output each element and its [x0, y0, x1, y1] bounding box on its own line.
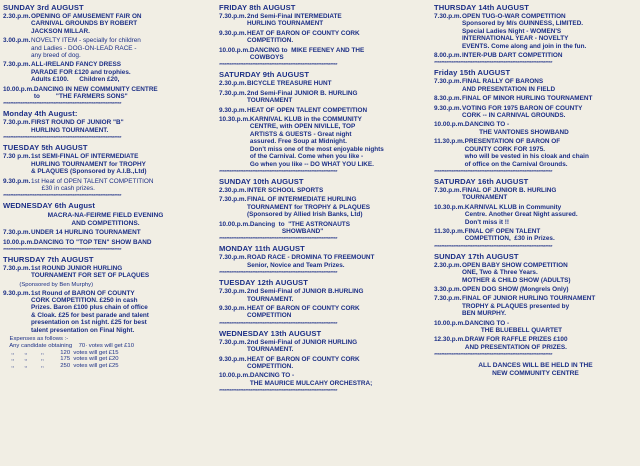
event-time: 7.30.p.m.: [434, 13, 462, 20]
event-description: DANCING TO - THE BLUEBELL QUARTET: [464, 319, 563, 334]
event-row: [3, 239, 208, 246]
star-divider: ********************************************************************: [219, 321, 337, 328]
event-note: Expenses as follows :- Any candidate obtaining 70· votes will get £10 ,, ,, ,, 120 votes will get £15 ,, ,, ,, 175 votes will get £20 ,, ,, ,, 250 votes will get £25: [9, 335, 134, 370]
event-time: 2.30.p.m.: [219, 80, 247, 88]
event-time: 2.30.p.m.: [219, 186, 247, 194]
event-row: [219, 47, 424, 62]
event-row: [219, 107, 424, 114]
event-description: ALL-IRELAND FANCY DRESS PARADE FOR £120 and trophies. Adults £100. Children £20,: [31, 61, 131, 84]
event-row: [434, 95, 637, 102]
event-row: [434, 286, 637, 293]
event-time: 9.30.p.m.: [3, 289, 31, 297]
event-description: 2nd Semi-Final of JUNIOR B.HURLING TOURNAMENT.: [247, 288, 364, 303]
event-time: 12.30.p.m.: [434, 336, 465, 344]
column-2: [219, 3, 424, 396]
event-row: [434, 121, 637, 136]
day-heading: WEDNESDAY 13th AUGUST: [219, 328, 322, 338]
event-row: [219, 90, 424, 105]
event-description: INTER-PUB DART COMPETITION: [462, 52, 563, 60]
event-row: [219, 221, 424, 236]
event-description: DANCING IN NEW COMMUNITY CENTRE to "THE FARMERS SONS": [33, 85, 158, 101]
day-heading: SUNDAY 17th AUGUST: [434, 251, 519, 261]
event-time: 7.30.p.m.: [219, 338, 247, 346]
event-row: [434, 262, 637, 284]
event-time: 11.30.p.m.: [434, 138, 465, 146]
event-row: [434, 105, 637, 120]
event-time: 10.00.p.m.: [219, 220, 250, 228]
event-row: [3, 119, 208, 134]
event-row: [3, 61, 208, 83]
event-row: [434, 320, 637, 335]
day-heading: TUESDAY 12th AUGUST: [219, 278, 308, 288]
event-time: 9.30.p.m.: [219, 304, 247, 312]
event-description: HEAT OF OPEN TALENT COMPETITION: [247, 106, 368, 114]
event-row: [219, 356, 424, 371]
event-time: 10.00.p.m.: [3, 238, 34, 246]
event-row: [434, 138, 637, 168]
event-row: [219, 372, 424, 387]
event-description: PRESENTATION OF BARON OF COUNTY CORK FOR 1975. who will be vested in his cloak and chain of office on the Carnival Grounds.: [464, 138, 589, 168]
day-heading: FRIDAY 8th AUGUST: [219, 3, 296, 12]
column-1: [3, 3, 208, 370]
event-time: 2.30.p.m.: [434, 261, 462, 269]
event-description: KARNIVAL KLUB in the COMMUNITY CENTRE, with OPEN NIVILLE, TOP ARTISTS & GUESTS - Great night assured. Free Soup at Midnight. Don't miss one of the most enjoyable nights of the Carnival. Come when you like - Go when you like -- DO WHAT YOU LIKE.: [249, 116, 384, 168]
event-description: HEAT OF BARON OF COUNTY CORK COMPETITION: [247, 304, 360, 320]
event-time: 3.00.p.m.: [3, 37, 31, 45]
event-description: 2nd Semi-Final JUNIOR B. HURLING TOURNAMENT: [247, 89, 358, 105]
day-heading: WEDNESDAY 6th August: [3, 201, 96, 211]
event-description: OPENING OF AMUSEMENT FAIR ON CARNIVAL GROUNDS BY ROBERT JACKSON MILLAR.: [31, 13, 142, 35]
footer-note: ALL DANCES WILL BE HELD IN THE NEW COMMUNITY CENTRE: [478, 362, 593, 377]
event-time: 7.30.p.m.: [219, 196, 247, 204]
event-row: [434, 228, 637, 243]
event-time: 10.00.p.m.: [219, 46, 250, 54]
event-row: [434, 295, 637, 317]
event-time: 7.30.p.m.: [3, 119, 31, 127]
event-time: 10.30.p.m.: [219, 116, 250, 124]
event-time: 11.30.p.m.: [434, 227, 465, 235]
star-divider: ********************************************************************: [219, 63, 337, 70]
event-note: (Sponsored by Ben Murphy): [3, 281, 94, 288]
star-divider: ********************************************************************: [3, 136, 121, 143]
event-description: DANCING TO - THE VANTONES SHOWBAND: [464, 121, 569, 136]
day-heading: THURSDAY 14th AUGUST: [434, 3, 529, 12]
event-time: 7.30 p.m.: [3, 153, 31, 161]
event-time: 7.30.p.m.: [219, 89, 247, 97]
event-time: 2.30.p.m.: [3, 13, 31, 20]
event-row: [3, 37, 208, 59]
day-heading: SATURDAY 9th AUGUST: [219, 70, 310, 80]
event-row: [3, 265, 208, 280]
star-divider: ********************************************************************: [434, 169, 552, 176]
star-divider: ********************************************************************: [219, 169, 337, 176]
day-heading: TUESDAY 5th AUGUST: [3, 143, 88, 153]
star-divider: ********************************************************************: [219, 389, 337, 396]
event-description: 1st Heat of OPEN TALENT COMPETITION £30 in cash prizes.: [31, 177, 154, 192]
event-time: 7.30.p.m.: [434, 295, 462, 303]
centered-event: MACRA-NA-FEIRME FIELD EVENING AND COMPETITIONS.: [47, 212, 164, 227]
event-description: FINAL OF MINOR HURLING TOURNAMENT: [462, 95, 593, 103]
event-description: FINAL OF JUNIOR B. HURLING TOURNAMENT: [462, 186, 557, 202]
event-description: FINAL RALLY OF BARONS AND PRESENTATION IN FIELD: [462, 78, 556, 93]
event-description: DANCING TO "TOP TEN" SHOW BAND: [33, 238, 152, 246]
day-heading: SUNDAY 3rd AUGUST: [3, 3, 84, 12]
event-time: 9.30.p.m.: [3, 177, 31, 185]
event-row: [219, 187, 424, 194]
day-heading: SATURDAY 16th AUGUST: [434, 176, 529, 186]
event-time: 7.30.p.m.: [434, 186, 462, 194]
event-row: [219, 13, 424, 28]
event-description: 1st SEMI-FINAL OF INTERMEDIATE HURLING TOURNAMENT for TROPHY & PLAQUES (Sponsored by A.I.B.,Ltd): [31, 153, 147, 176]
event-description: ROAD RACE - DROMINA TO FREEMOUNT Senior, Novice and Team Prizes.: [247, 254, 375, 269]
star-divider: ********************************************************************: [434, 244, 552, 251]
event-description: OPEN BABY SHOW COMPETITION ONE, Two & Three Years. MOTHER & CHILD SHOW (ADULTS): [462, 261, 571, 284]
day-heading: Friday 15th AUGUST: [434, 68, 511, 78]
event-time: 8.00.p.m.: [434, 52, 462, 60]
event-description: FINAL OF JUNIOR HURLING TOURNAMENT TROPHY & PLAQUES presented by BEN MURPHY.: [462, 295, 596, 318]
event-description: INTER SCHOOL SPORTS: [247, 186, 324, 194]
event-row: [219, 339, 424, 354]
event-time: 7.30.p.m.: [3, 61, 31, 69]
event-time: 7.30.p.m.: [3, 229, 31, 237]
star-divider: ********************************************************************: [3, 247, 121, 254]
event-description: UNDER 14 HURLING TOURNAMENT: [31, 229, 141, 237]
event-time: 10.30.p.m.: [434, 203, 465, 211]
event-row: [3, 290, 208, 334]
star-divider: ********************************************************************: [3, 194, 121, 201]
event-time: 8.30.p.m.: [434, 95, 462, 103]
event-description: 1st ROUND JUNIOR HURLING TOURNAMENT FOR SET OF PLAQUES: [31, 264, 150, 280]
event-row: [434, 204, 637, 226]
event-row: [3, 178, 208, 193]
event-description: OPEN TUG-O-WAR COMPETITION Sponsored by M/s GUINNESS, LIMITED. Special Ladies Night - WOMEN'S INTERNATIONAL YEAR - NOVELTY EVENTS. Come along and join in the fun.: [462, 13, 587, 50]
event-description: VOTING FOR 1975 BARON OF COUNTY CORK -- IN CARNIVAL GROUNDS.: [462, 104, 583, 120]
event-time: 9.30.p.m.: [219, 29, 247, 37]
event-time: 9.30.p.m.: [219, 106, 247, 114]
event-description: OPEN DOG SHOW (Mongrels Only): [462, 285, 569, 293]
star-divider: ********************************************************************: [219, 237, 337, 244]
event-row: [434, 13, 637, 50]
event-time: 10.00.p.m.: [3, 85, 34, 93]
event-description: DRAW FOR RAFFLE PRIZES £100 AND PRESENTATION OF PRIZES.: [464, 336, 568, 351]
event-time: 7.30.p.m.: [219, 288, 247, 296]
event-row: [434, 52, 637, 59]
event-row: [434, 336, 637, 351]
day-heading: SUNDAY 10th AUGUST: [219, 176, 304, 186]
event-time: 7.30.p.m.: [434, 78, 462, 86]
star-divider: ********************************************************************: [3, 102, 121, 109]
event-description: BICYCLE TREASURE HUNT: [247, 80, 332, 88]
event-row: [219, 305, 424, 320]
day-heading: MONDAY 11th AUGUST: [219, 244, 305, 254]
event-row: [3, 86, 208, 101]
star-divider: ********************************************************************: [434, 353, 552, 360]
event-time: 9.30.p.m.: [219, 355, 247, 363]
event-time: 9.30.p.m.: [434, 104, 462, 112]
event-description: Dancing to "THE ASTRONAUTS SHOWBAND": [249, 220, 350, 235]
event-time: 3.30.p.m.: [434, 285, 462, 293]
event-description: FINAL OF OPEN TALENT COMPETITION, £30 in Prizes.: [464, 227, 555, 243]
event-row: [219, 288, 424, 303]
event-time: 10.00.p.m.: [434, 121, 465, 129]
event-row: [3, 229, 208, 236]
event-description: FINAL OF INTERMEDIATE HURLING TOURNAMENT for TROPHY & PLAQUES (Sponsored by Allied Irish Banks, Ltd): [247, 196, 370, 219]
event-description: 1st Round of BARON OF COUNTY CORK COMPETITION. £250 in cash Prizes. Baron £100 plus chain of office & Cloak. £25 for best parade and talent presentation on 1st night. £25 for best talent presentation on Final Night.: [31, 289, 149, 334]
event-description: HEAT OF BARON OF COUNTY CORK COMPETITION.: [247, 355, 360, 370]
event-description: HEAT OF BARON OF COUNTY CORK COMPETITION.: [247, 29, 360, 45]
event-time: 7.30.p.m.: [219, 13, 247, 20]
event-row: [219, 80, 424, 87]
day-heading: Monday 4th August:: [3, 109, 78, 119]
event-row: [219, 254, 424, 269]
event-row: [219, 116, 424, 168]
event-time: 10.00.p.m.: [219, 372, 250, 380]
event-time: 10.00.p.m.: [434, 319, 465, 327]
event-description: NOVELTY ITEM - specially for children and Ladies - DOG-ON-LEAD RACE - any breed of dog.: [31, 37, 141, 60]
event-row: [3, 153, 208, 175]
event-time: 7.30.p.m.: [219, 254, 247, 262]
column-3: [434, 3, 637, 379]
event-description: 2nd Semi-Final INTERMEDIATE HURLING TOURNAMENT: [247, 13, 342, 28]
event-description: DANCING to MIKE FEENEY AND THE COWBOYS: [249, 46, 365, 62]
star-divider: ********************************************************************: [434, 61, 552, 68]
event-row: [434, 78, 637, 93]
event-row: [219, 196, 424, 218]
event-row: [434, 187, 637, 202]
event-description: DANCING TO - THE MAURICE MULCAHY ORCHESTRA;: [249, 372, 373, 387]
event-time: 7.30.p.m.: [3, 264, 31, 272]
day-heading: THURSDAY 7th AUGUST: [3, 254, 94, 264]
event-row: [219, 30, 424, 45]
event-description: 2nd Semi-Final of JUNIOR HURLING TOURNAMENT.: [247, 338, 358, 354]
event-row: [3, 13, 208, 35]
star-divider: ********************************************************************: [219, 271, 337, 278]
event-description: KARNIVAL KLUB in Community Centre. Another Great Night assured. Don't miss it !!: [464, 203, 578, 226]
event-description: FIRST ROUND OF JUNIOR "B" HURLING TOURNAMENT.: [31, 119, 124, 134]
